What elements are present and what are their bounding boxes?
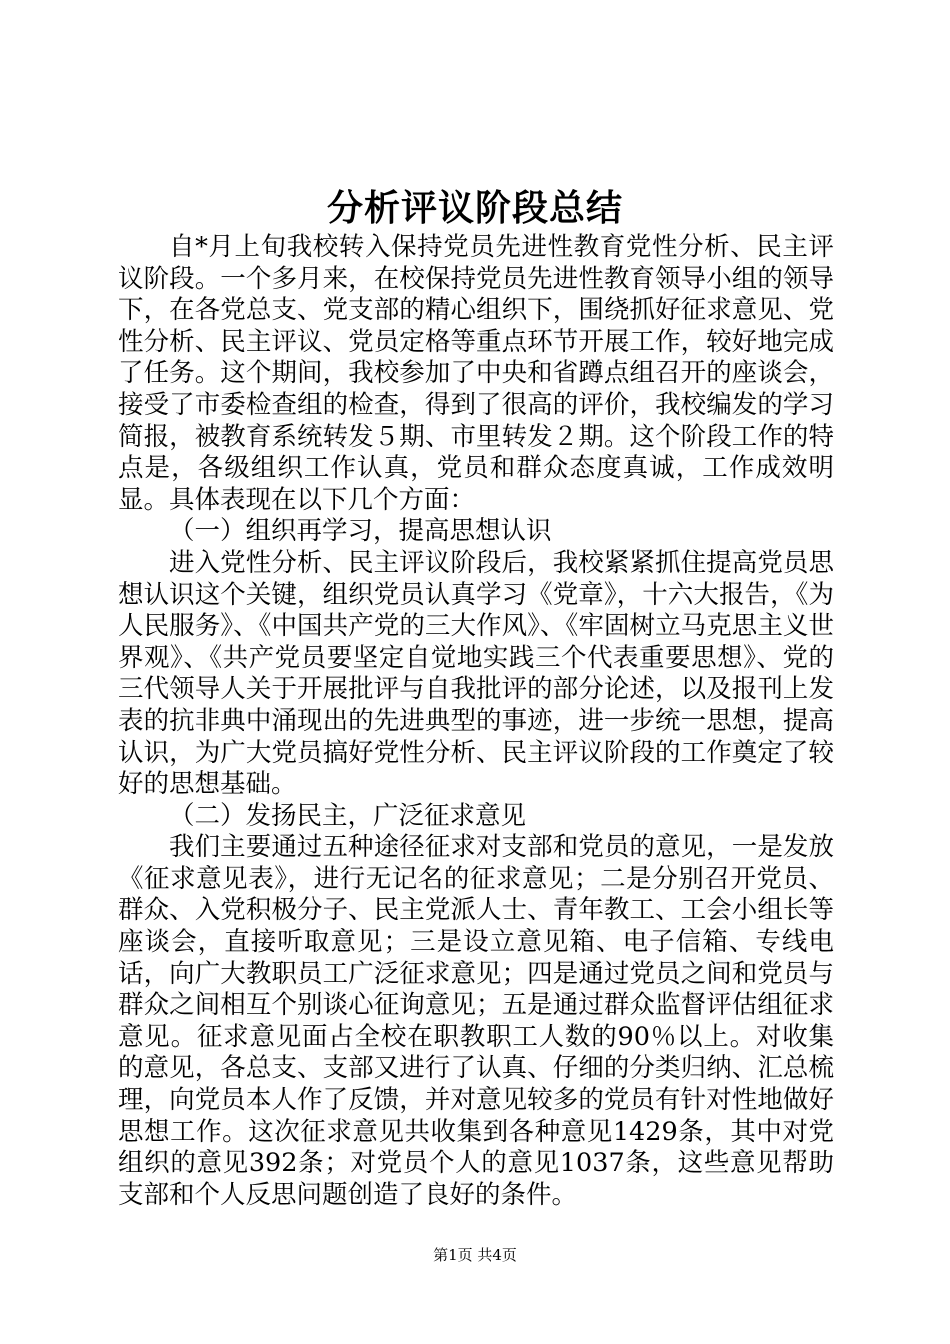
section-paragraph-2: 我们主要通过五种途径征求对支部和党员的意见，一是发放《征求意见表》，进行无记名的征求意见；二是分别召开党员、群众、入党积极分子、民主党派人士、青年教工、工会小组长等座谈会，直接听取意见；三是设立意见箱、电子信箱、专线电话，向广大教职员工广泛征求意见；四是通过党员之间和党员与群众之间相互个别谈心征询意见；五是通过群众监督评估组征求意见。征求意见面占全校在职教职工人数的90％以上。对收集的意见，各总支、支部又进行了认真、仔细的分类归纳、汇总梳理，向党员本人作了反馈，并对意见较多的党员有针对性地做好思想工作。这次征求意见共收集到各种意见1429条，其中对党组织的意见392条；对党员个人的意见1037条，这些意见帮助支部和个人反思问题创造了良好的条件。: [118, 832, 834, 1210]
section-heading-2: （二）发扬民主，广泛征求意见: [169, 800, 527, 831]
document-title: 分析评议阶段总结: [326, 187, 623, 229]
section-paragraph-1: 进入党性分析、民主评议阶段后，我校紧紧抓住提高党员思想认识这个关键，组织党员认真学习《党章》，十六大报告，《为人民服务》、《中国共产党的三大作风》、《牢固树立马克思主义世界观》、《共产党员要坚定自觉地实践三个代表重要思想》、党的三代领导人关于开展批评与自我批评的部分论述，以及报刊上发表的抗非典中涌现出的先进典型的事迹，进一步统一思想，提高认识，为广大党员搞好党性分析、民主评议阶段的工作奠定了较好的思想基础。: [118, 547, 834, 800]
document-body: [118, 232, 834, 1211]
section-heading-1: （一）组织再学习，提高思想认识: [169, 516, 552, 547]
page-footer: 第1页 共4页: [433, 1246, 517, 1264]
intro-paragraph: 自*月上旬我校转入保持党员先进性教育党性分析、民主评议阶段。一个多月来，在校保持党员先进性教育领导小组的领导下，在各党总支、党支部的精心组织下，围绕抓好征求意见、党性分析、民主评议、党员定格等重点环节开展工作，较好地完成了任务。这个期间，我校参加了中央和省蹲点组召开的座谈会，接受了市委检查组的检查，得到了很高的评价，我校编发的学习简报，被教育系统转发５期、市里转发２期。这个阶段工作的特点是，各级组织工作认真，党员和群众态度真诚，工作成效明显。具体表现在以下几个方面：: [118, 232, 834, 515]
